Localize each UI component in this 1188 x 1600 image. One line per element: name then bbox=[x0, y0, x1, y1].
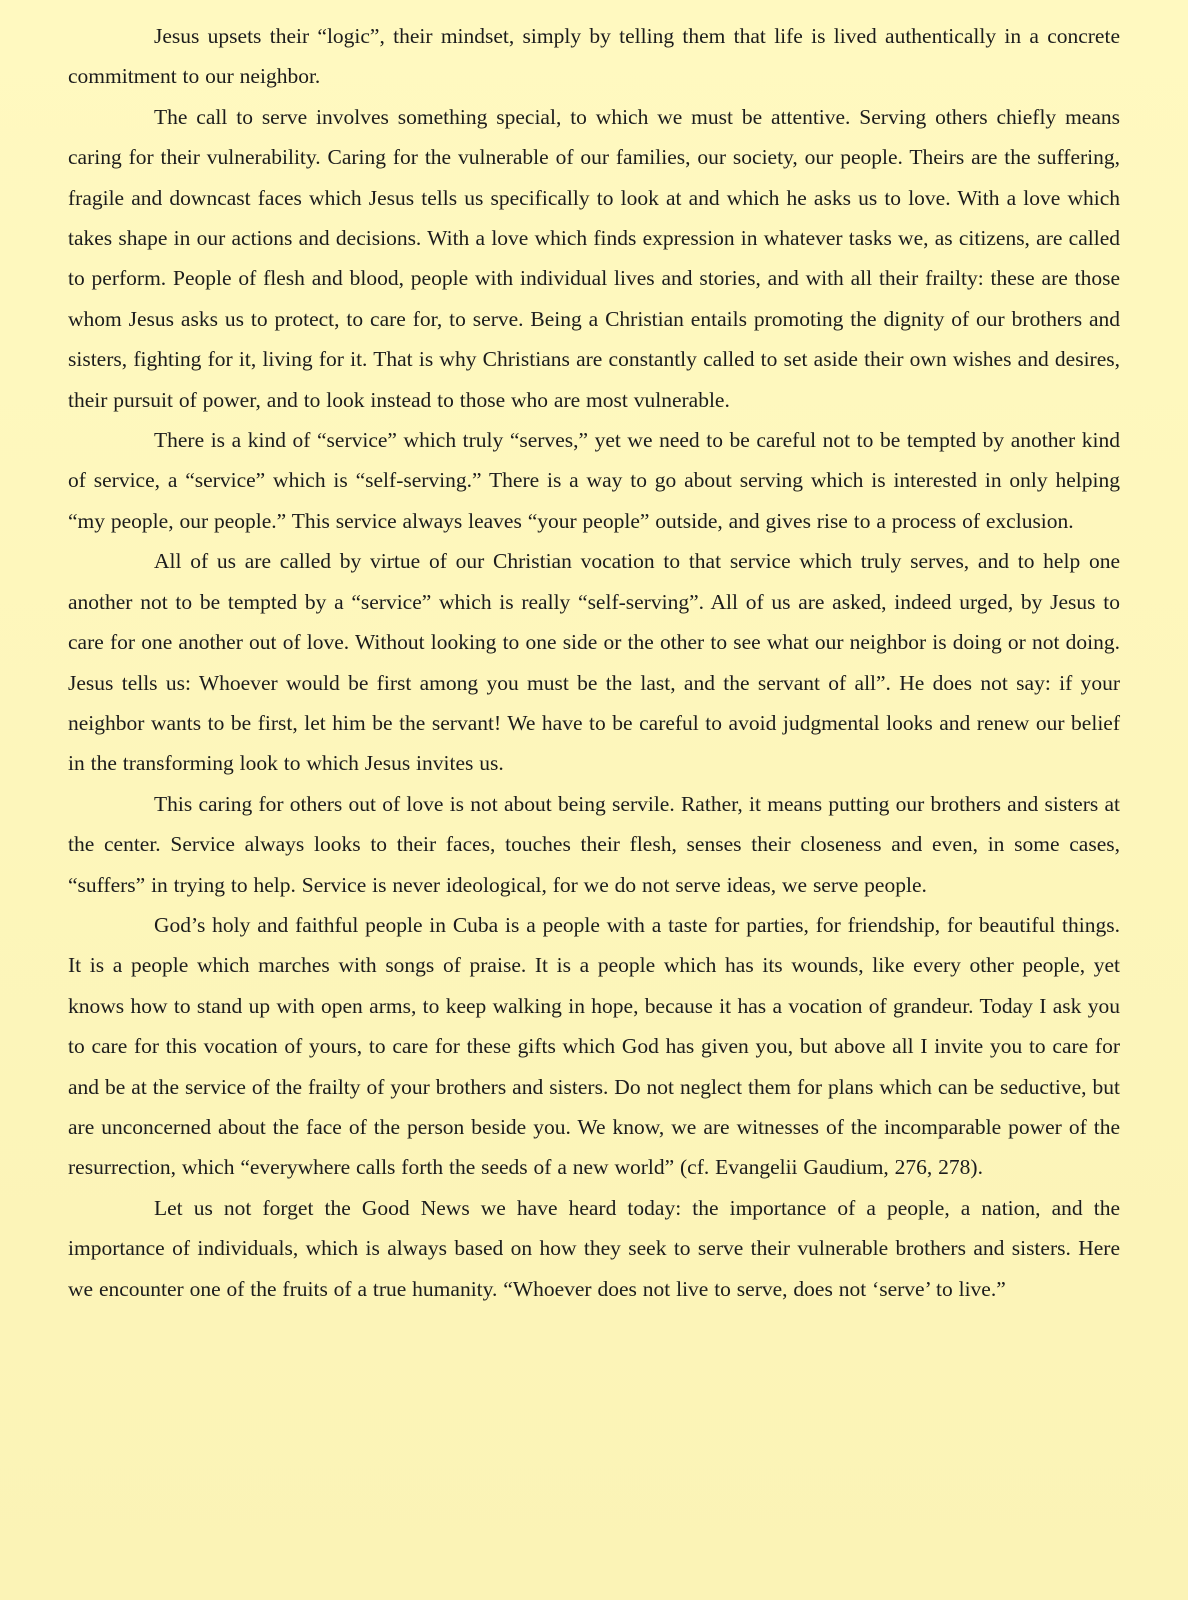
paragraph-7: Let us not forget the Good News we have heard today: the importance of a people, a nation, and the importance of individuals, which is always based on how they seek to serve their vulnerable brothers and sisters. Here we encounter one of the fruits of a true humanity. “Whoever does not live to serve, does not ‘serve’ to live.” bbox=[68, 1195, 1120, 1301]
paragraph-1: Jesus upsets their “logic”, their mindset, simply by telling them that life is lived authentically in a concrete commitment to our neighbor. bbox=[68, 24, 1120, 89]
paragraph-3: There is a kind of “service” which truly “serves,” yet we need to be careful not to be tempted by another kind of service, a “service” which is “self-serving.” There is a way to go about serving which is interested in only helping “my people, our people.” This service always leaves “your people” outside, and gives rise to a process of exclusion. bbox=[68, 428, 1120, 533]
paragraph-2: The call to serve involves something special, to which we must be attentive. Serving others chiefly means caring for their vulnerability. Caring for the vulnerable of our families, our society, our people. Theirs are the suffering, fragile and downcast faces which Jesus tells us specifically to look at and which he asks us to love. With a love which takes shape in our actions and decisions. With a love which finds expression in whatever tasks we, as citizens, are called to perform. People of flesh and blood, people with individual lives and stories, and with all their frailty: these are those whom Jesus asks us to protect, to care for, to serve. Being a Christian entails promoting the dignity of our brothers and sisters, fighting for it, living for it. That is why Christians are constantly called to set aside their own wishes and desires, their pursuit of power, and to look instead to those who are most vulnerable. bbox=[68, 104, 1120, 412]
paragraph-5: This caring for others out of love is not about being servile. Rather, it means putting our brothers and sisters at the center. Service always looks to their faces, touches their flesh, senses their closeness and even, in some cases, “suffers” in trying to help. Service is never ideological, for we do not serve ideas, we serve people. bbox=[68, 791, 1120, 897]
paragraph-6: God’s holy and faithful people in Cuba is a people with a taste for parties, for friendship, for beautiful things. It is a people which marches with songs of praise. It is a people which has its wounds, like every other people, yet knows how to stand up with open arms, to keep walking in hope, because it has a vocation of grandeur. Today I ask you to care for this vocation of yours, to care for these gifts which God has given you, but above all I invite you to care for and be at the service of the frailty of your brothers and sisters. Do not neglect them for plans which can be seductive, but are unconcerned about the face of the person beside you. We know, we are witnesses of the incomparable power of the resurrection, which “everywhere calls forth the seeds of a new world” (cf. Evangelii Gaudium, 276, 278). bbox=[68, 912, 1120, 1180]
paragraph-4: All of us are called by virtue of our Christian vocation to that service which truly serves, and to help one another not to be tempted by a “service” which is really “self-serving”. All of us are asked, indeed urged, by Jesus to care for one another out of love. Without looking to one side or the other to see what our neighbor is doing or not doing. Jesus tells us: Whoever would be first among you must be the last, and the servant of all”. He does not say: if your neighbor wants to be first, let him be the servant! We have to be careful to avoid judgmental looks and renew our belief in the transforming look to which Jesus invites us. bbox=[68, 549, 1120, 776]
